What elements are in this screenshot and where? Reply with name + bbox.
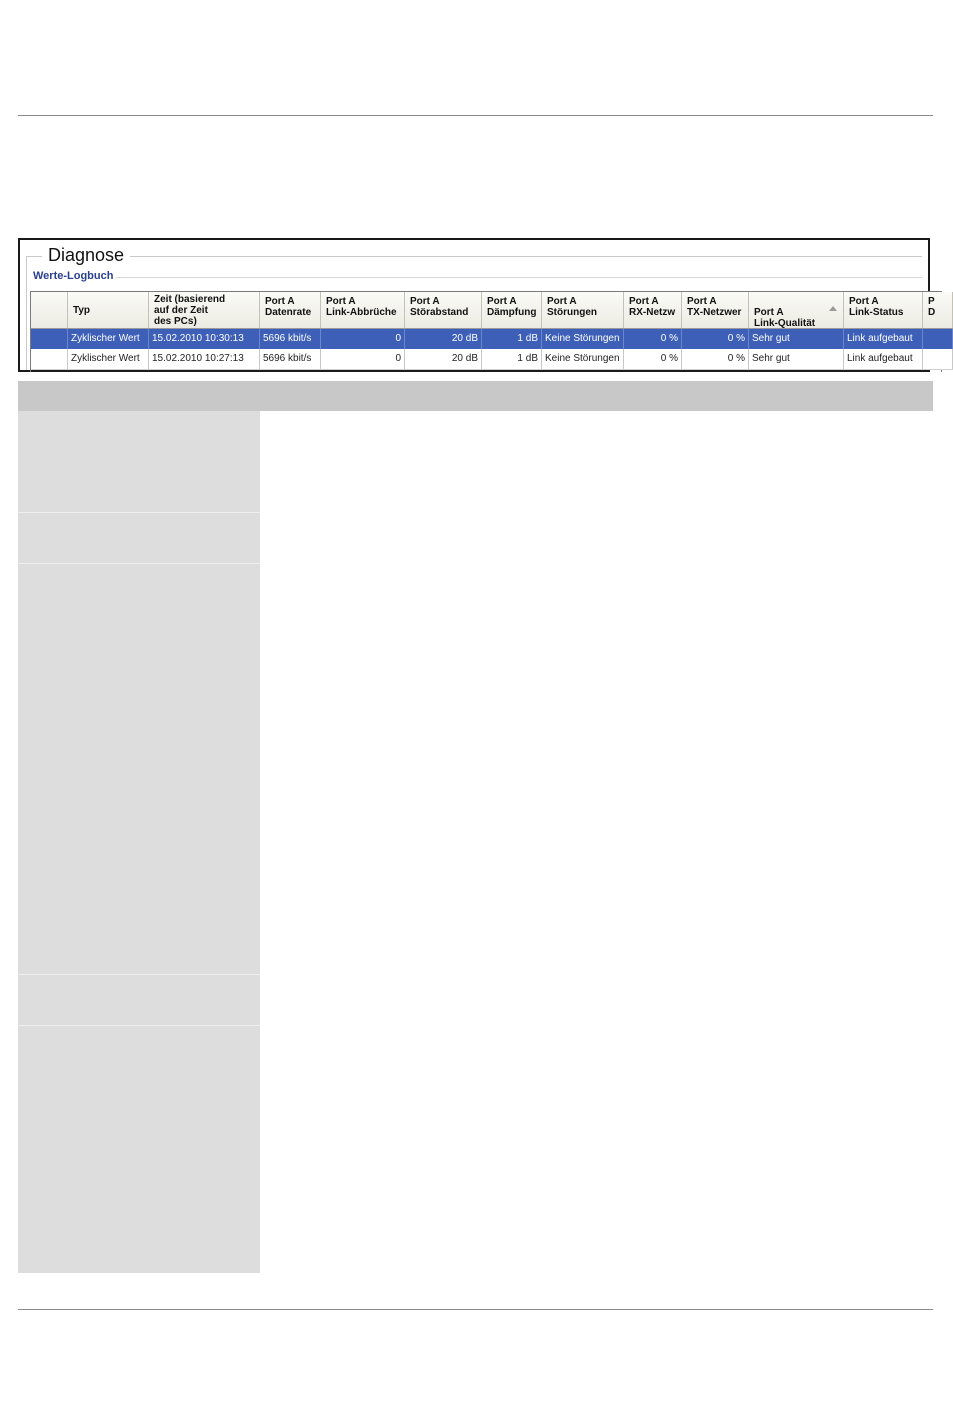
column-header-tx-netzwerk[interactable]: Port A TX-Netzwer <box>682 292 749 328</box>
table-cell: 0 <box>321 329 405 349</box>
table-cell: 5696 kbit/s <box>260 349 321 369</box>
column-header-select[interactable] <box>31 292 68 328</box>
column-header-rx-netzwerk[interactable]: Port A RX-Netzw <box>624 292 682 328</box>
left-column-block-5 <box>18 1026 260 1273</box>
left-column-block-1 <box>18 411 260 512</box>
column-header-zeit[interactable]: Zeit (basierend auf der Zeit des PCs) <box>149 292 260 328</box>
table-cell <box>923 329 953 349</box>
fieldset-border-left <box>26 256 27 370</box>
table-cell: Sehr gut <box>749 349 844 369</box>
table-cell: Link aufgebaut <box>844 349 923 369</box>
table-cell: 0 % <box>624 349 682 369</box>
column-header-link-qualitaet[interactable] <box>749 292 844 328</box>
table-cell: 15.02.2010 10:30:13 <box>149 329 260 349</box>
column-header-datenrate[interactable]: Port A Datenrate <box>260 292 321 328</box>
table-cell: 0 % <box>682 349 749 369</box>
log-table[interactable] <box>30 291 942 372</box>
table-cell: 20 dB <box>405 329 482 349</box>
table-cell: Zyklischer Wert <box>68 329 149 349</box>
left-column-block-2 <box>18 513 260 563</box>
table-cell: 1 dB <box>482 329 542 349</box>
table-row[interactable] <box>31 349 953 370</box>
column-header-daempfung[interactable]: Port A Dämpfung <box>482 292 542 328</box>
column-header-stoerungen[interactable]: Port A Störungen <box>542 292 624 328</box>
fieldset-border <box>26 256 922 257</box>
section-title: Werte-Logbuch <box>30 270 116 282</box>
table-cell: 0 % <box>682 329 749 349</box>
left-column-block-4 <box>18 975 260 1025</box>
column-header-stoerabstand[interactable]: Port A Störabstand <box>405 292 482 328</box>
table-cell: Zyklischer Wert <box>68 349 149 369</box>
table-cell: Sehr gut <box>749 329 844 349</box>
table-cell: Keine Störungen <box>542 329 624 349</box>
table-cell <box>923 349 953 369</box>
table-cell: Link aufgebaut <box>844 329 923 349</box>
table-cell: 15.02.2010 10:27:13 <box>149 349 260 369</box>
bottom-rule <box>18 1309 933 1310</box>
sort-ascending-icon <box>829 306 837 311</box>
table-cell: 0 <box>321 349 405 369</box>
column-header-link-status[interactable]: Port A Link-Status <box>844 292 923 328</box>
table-cell: 5696 kbit/s <box>260 329 321 349</box>
column-header-typ[interactable]: Typ <box>68 292 149 328</box>
column-header-link-abbrueche[interactable]: Port A Link-Abbrüche <box>321 292 405 328</box>
column-header-link-qualitaet-label: Port A Link-Qualität <box>754 307 816 329</box>
table-cell: 20 dB <box>405 349 482 369</box>
table-header-band <box>18 381 933 411</box>
diagnose-window <box>18 238 936 372</box>
left-column-block-3 <box>18 564 260 974</box>
table-cell: Keine Störungen <box>542 349 624 369</box>
table-cell: 0 % <box>624 329 682 349</box>
section-border <box>30 277 922 278</box>
window-title: Diagnose <box>42 245 130 266</box>
table-cell <box>31 349 68 369</box>
column-header-next[interactable]: P D <box>923 292 953 328</box>
table-cell: 1 dB <box>482 349 542 369</box>
table-row-selected[interactable] <box>31 329 953 349</box>
table-cell <box>31 329 68 349</box>
table-header-row <box>31 292 953 329</box>
top-rule <box>18 115 933 116</box>
